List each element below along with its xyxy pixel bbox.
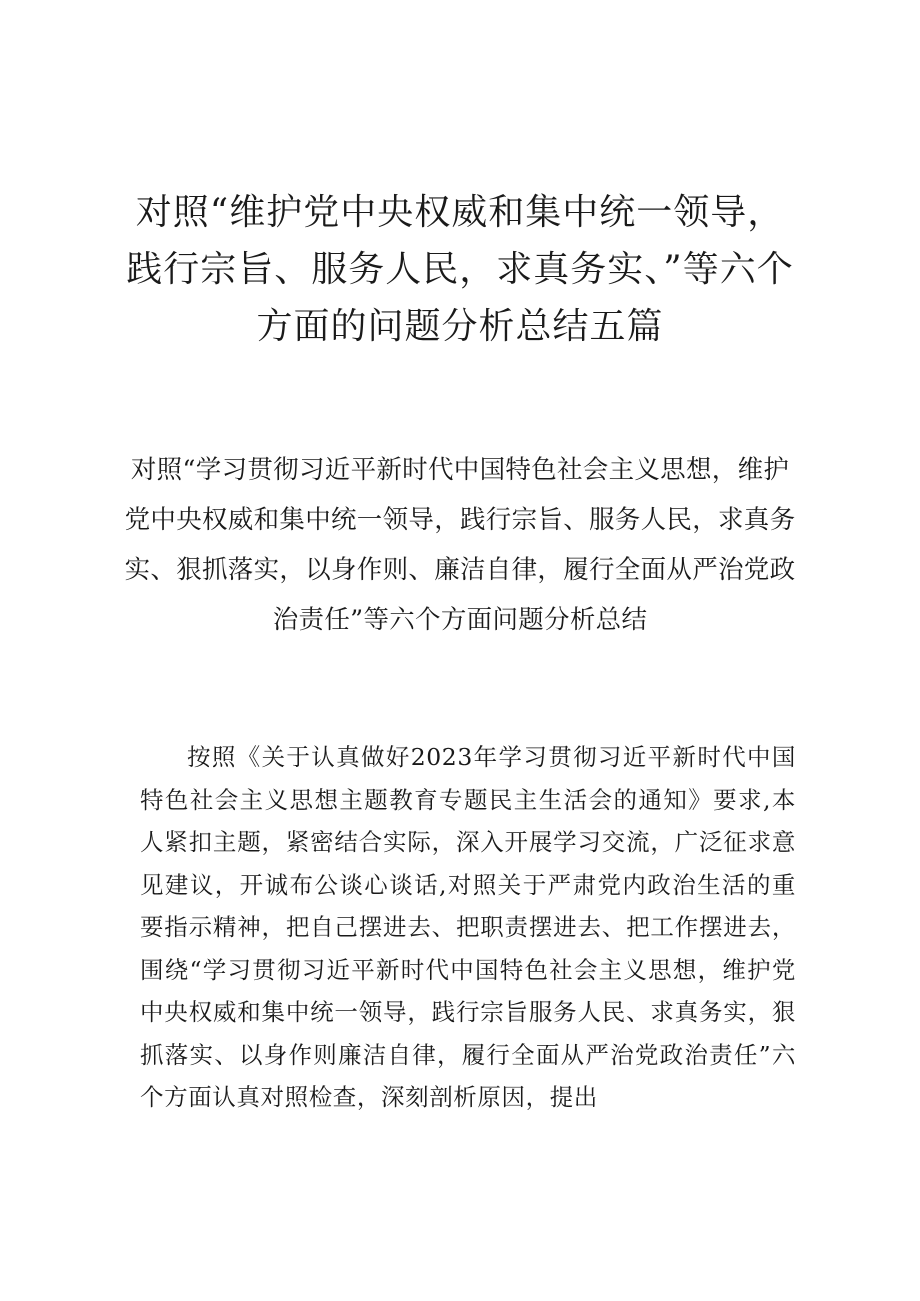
body-paragraph: 按照《关于认真做好2023年学习贯彻习近平新时代中国特色社会主义思想主题教育专题民主生活会的通知》要求,本人紧扣主题，紧密结合实际，深入开展学习交流，广泛征求意见建议，开诚布公谈心谈话,对照关于严肃党内政治生活的重要指示精神，把自己摆进去、把职责摆进去、把工作摆进去，围绕“学习贯彻习近平新时代中国特色社会主义思想，维护党中央权威和集中统一领导，践行宗旨服务人民、求真务实，狠抓落实、以身作则廉洁自律，履行全面从严治党政治责任”六个方面认真对照检查，深刻剖析原因，提出: [140, 743, 796, 1111]
document-subtitle: 对照“学习贯彻习近平新时代中国特色社会主义思想，维护党中央权威和集中统一领导，践行宗旨、服务人民，求真务实、狠抓落实，以身作则、廉洁自律，履行全面从严治党政治责任”等六个方面问题分析总结: [124, 455, 796, 635]
document-title: 对照“维护党中央权威和集中统一领导，践行宗旨、服务人民，求真务实、”等六个方面的问题分析总结五篇: [126, 192, 794, 347]
